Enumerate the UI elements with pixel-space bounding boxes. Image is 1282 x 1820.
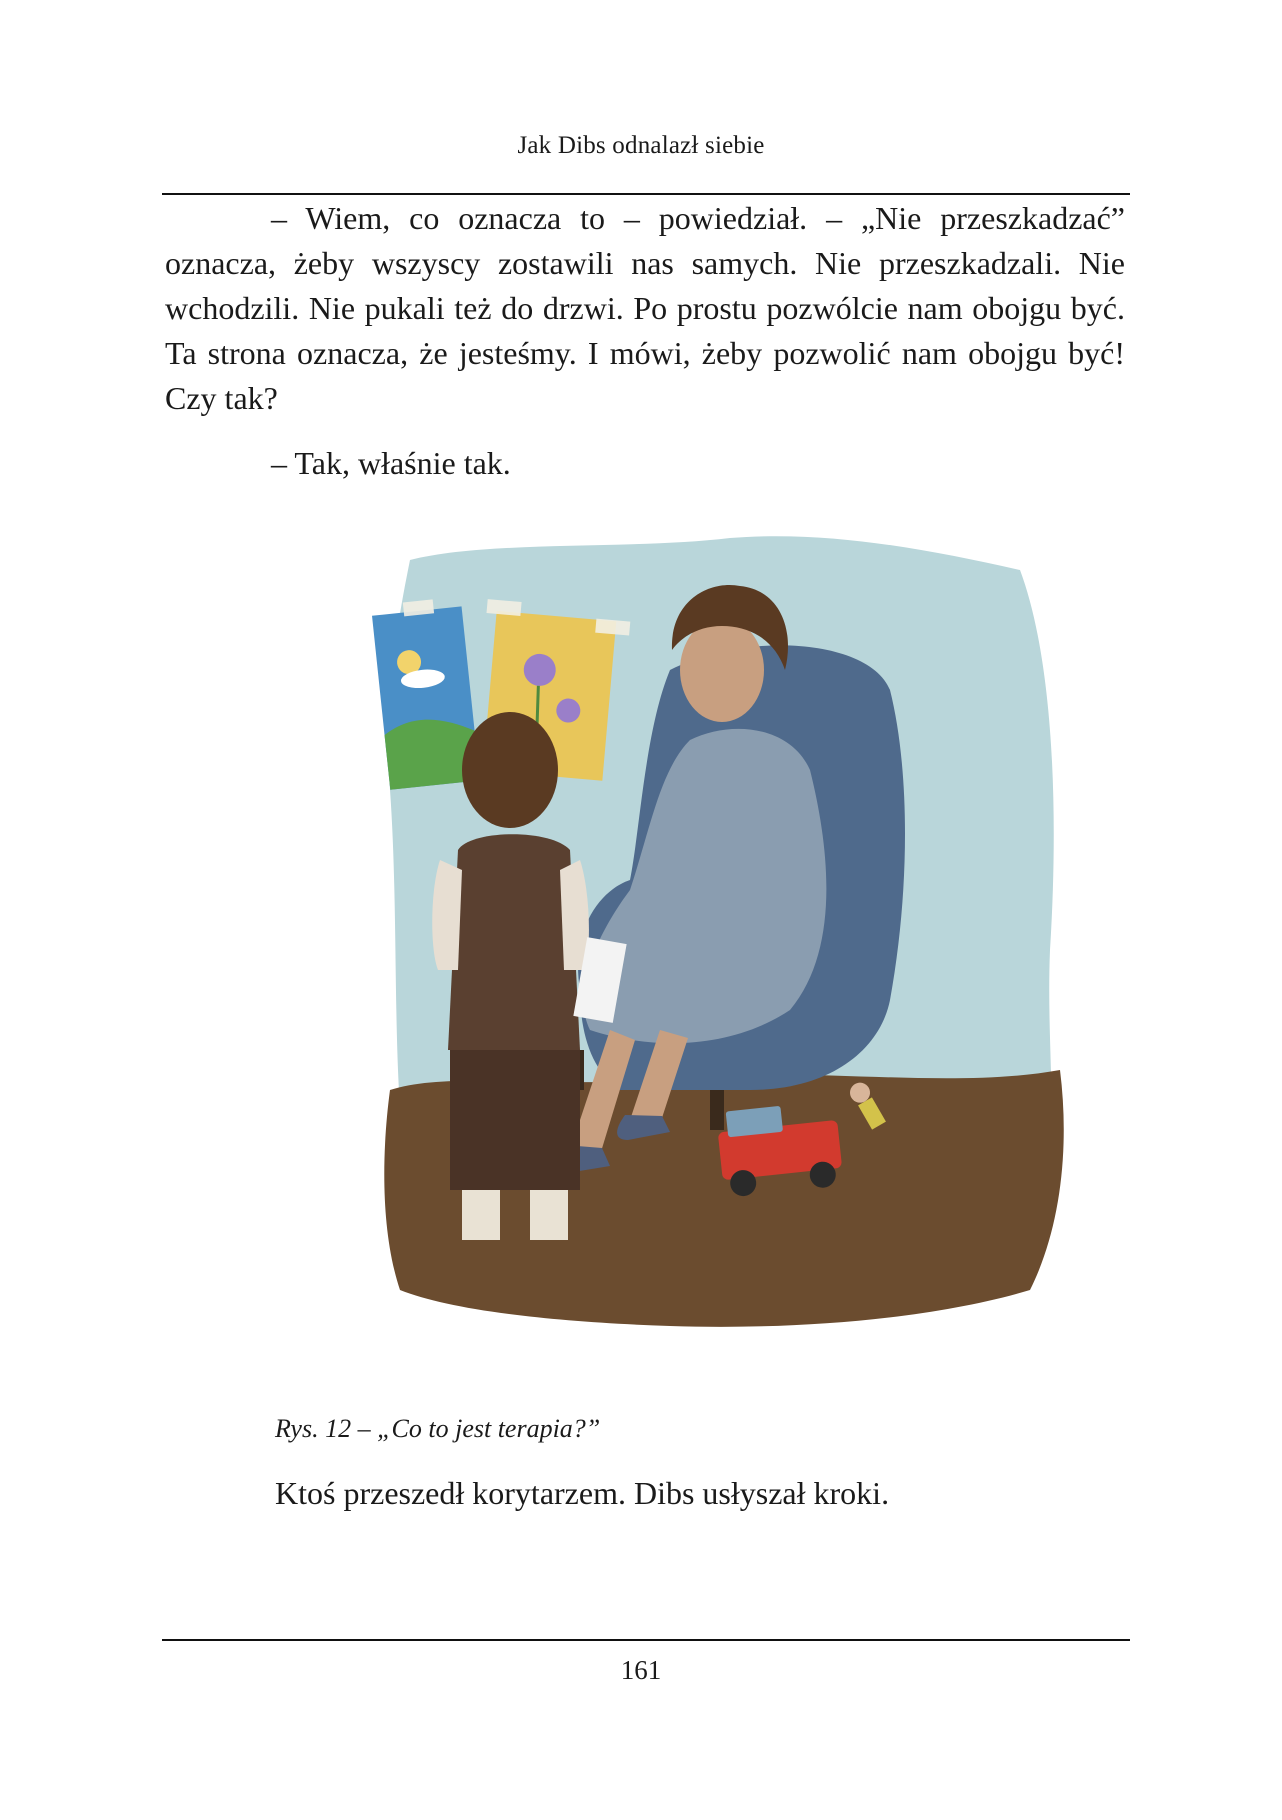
body-paragraph — [165, 196, 1125, 421]
body-paragraph-short: – Tak, właśnie tak. — [271, 445, 511, 481]
figure-caption: Rys. 12 – „Co to jest terapia?” — [275, 1414, 601, 1443]
paragraph-text: – Wiem, co oznacza to – powiedział. – „Nie przeszkadzać” oznacza, żeby wszyscy zostawili nas samych. Nie przeszkadzali. Nie wchodzili. Nie pukali też do drzwi. Po prostu pozwólcie nam obojgu być. Ta strona oznacza, że jesteśmy. I mówi, żeby pozwolić nam obojgu być! Czy tak? — [165, 200, 1125, 416]
illustration-therapy-scene — [370, 530, 1070, 1400]
footer-rule — [162, 1639, 1130, 1641]
armchair-leg — [710, 1090, 724, 1130]
header-rule — [162, 193, 1130, 195]
page-number: 161 — [620, 1655, 662, 1685]
body-paragraph-after-figure: Ktoś przeszedł korytarzem. Dibs usłyszał kroki. — [275, 1475, 890, 1511]
running-title: Jak Dibs odnalazł siebie — [517, 132, 765, 159]
